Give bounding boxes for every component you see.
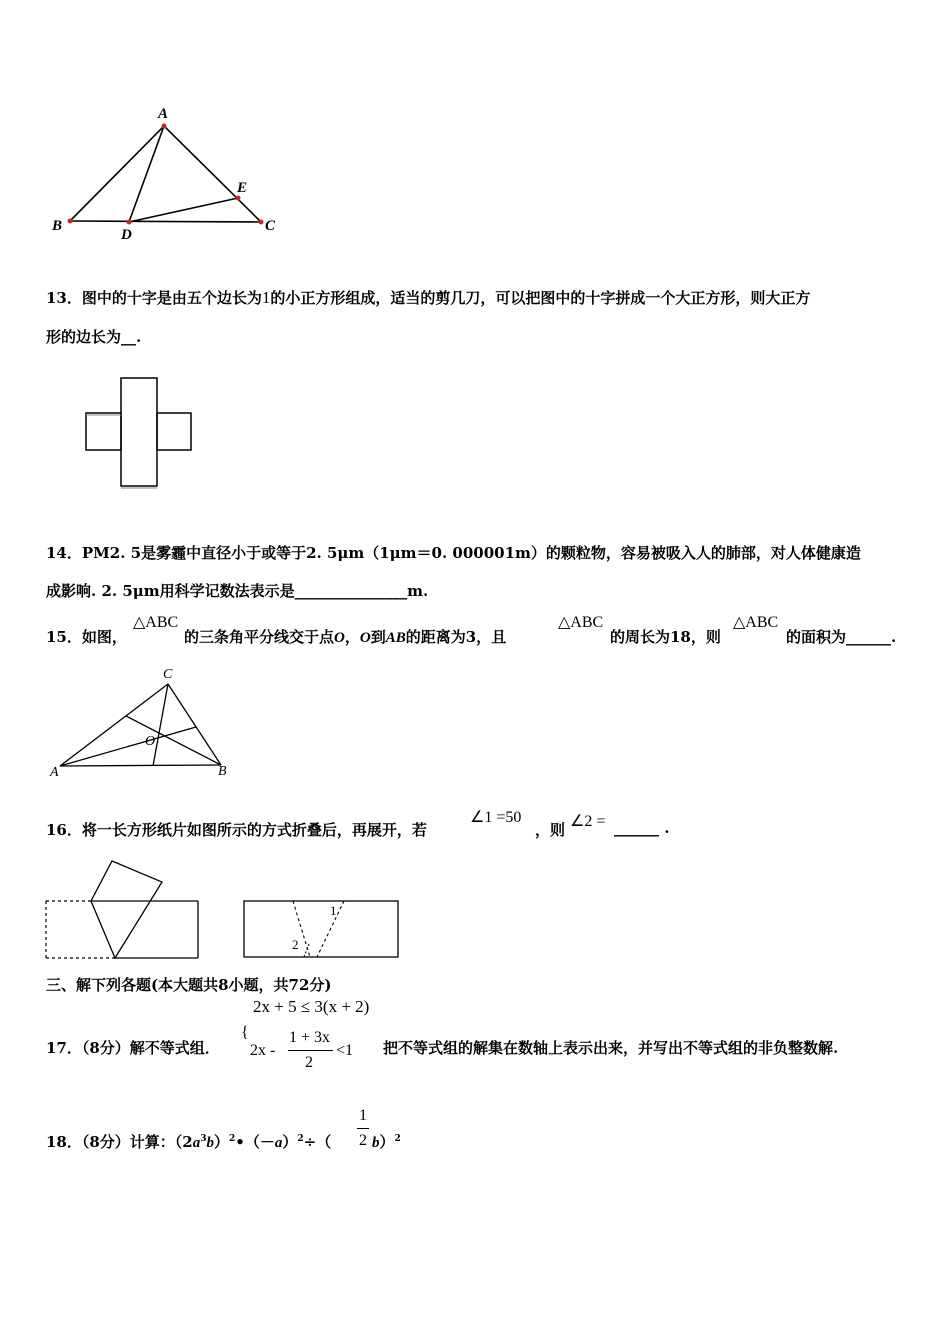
q17-inequality-2b: <1 xyxy=(336,1042,354,1059)
q15-triangle-1: △ABC xyxy=(133,614,179,631)
q18-expression xyxy=(46,1131,331,1152)
q17-fraction-bar xyxy=(288,1050,333,1051)
q18-var-a: a xyxy=(192,1135,201,1151)
fold-right-dash-3 xyxy=(304,944,309,957)
fold-right-rectangle xyxy=(244,901,398,957)
q16-text-2: ，则 xyxy=(535,821,566,839)
q18-exp-2b: 2 xyxy=(297,1134,304,1144)
label-a-2: A xyxy=(50,765,59,780)
label-b-2: B xyxy=(218,764,227,779)
label-c-2: C xyxy=(163,667,173,682)
q14-line1: 14．PM2. 5是雾霾中直径小于或等于2. 5μm（1μm＝0. 000001m）的颗粒物，容易被吸入人的肺部，对人体健康造 xyxy=(46,544,861,562)
q18-fraction-denominator: 2 xyxy=(359,1132,367,1149)
q18-var-b: b xyxy=(206,1135,215,1151)
q18-var-a2: a xyxy=(274,1135,283,1151)
q13-line2: 形的边长为__. xyxy=(46,328,142,346)
label-a: A xyxy=(158,106,169,122)
q18-seg-4: ） xyxy=(282,1133,298,1151)
label-c: C xyxy=(265,218,276,234)
q18-exp-2c: 2 xyxy=(394,1134,401,1144)
q18-expression-tail xyxy=(372,1131,401,1152)
q15-point-o: O xyxy=(334,630,345,646)
label-o: O xyxy=(145,734,156,749)
q18-exp-2a: 2 xyxy=(229,1134,236,1144)
q18-seg-5: ÷（ xyxy=(303,1133,332,1151)
q13-text-b: 的小正方形组成，适当的剪几刀，可以把图中的十字拼成一个大正方形，则大正方 xyxy=(270,289,811,307)
q17-inequality-2a: 2x - xyxy=(250,1042,276,1059)
q15-text-1: 15．如图， xyxy=(46,628,127,646)
q17-text-2: 把不等式组的解集在数轴上表示出来，并写出不等式组的非负整数解. xyxy=(383,1039,839,1057)
q13-text-a: 13．图中的十字是由五个边长为 xyxy=(46,289,262,307)
fold-label-2: 2 xyxy=(292,937,299,952)
q18-fraction-numerator: 1 xyxy=(359,1107,367,1124)
q16-angle-1: ∠1 =50 xyxy=(470,809,522,826)
q15-seg-a: 的三条角平分线交于点 xyxy=(184,628,335,646)
q18-var-b2: b xyxy=(372,1135,380,1151)
q16-text-1: 16．将一长方形纸片如图所示的方式折叠后，再展开，若 xyxy=(46,821,427,839)
q15-seg-d: 的距离为3，且 xyxy=(405,628,507,646)
q16-angle-2: ∠2 = xyxy=(570,813,606,830)
q17-fraction-numerator: 1 + 3x xyxy=(289,1029,331,1046)
label-d: D xyxy=(121,227,132,243)
q15-seg-b: ， xyxy=(344,628,360,646)
q16-text-3: ______ . xyxy=(614,819,670,837)
q15-seg-c: 到 xyxy=(370,628,386,646)
section-3-heading: 三、解下列各题(本大题共8小题，共72分) xyxy=(46,976,332,994)
label-b: B xyxy=(52,218,63,234)
q18-seg-3: •（－ xyxy=(235,1133,275,1151)
q15-point-o2: O xyxy=(359,630,371,646)
q14-line2: 成影响. 2. 5μm用科学记数法表示是_______________m. xyxy=(46,582,429,600)
q15-text-4: 的面积为______. xyxy=(786,628,897,646)
q18-seg-1: 18．（8分）计算：（2 xyxy=(46,1133,193,1151)
q18-exp-3: 3 xyxy=(200,1134,207,1144)
q18-fraction-bar xyxy=(357,1128,369,1129)
q15-triangle-2: △ABC xyxy=(558,614,604,631)
q13-number: 1 xyxy=(261,288,271,307)
q15-text-3: 的周长为18，则 xyxy=(610,628,721,646)
q17-text-1: 17．（8分）解不等式组． xyxy=(46,1039,220,1057)
q18-seg-2: ） xyxy=(214,1133,230,1151)
fold-label-1: 1 xyxy=(330,903,337,918)
q17-inequality-1: 2x + 5 ≤ 3(x + 2) xyxy=(253,997,370,1016)
q15-ab: AB xyxy=(385,630,406,646)
q17-fraction-denominator: 2 xyxy=(305,1054,313,1071)
q18-seg-6: ） xyxy=(379,1133,395,1151)
label-e: E xyxy=(237,180,248,196)
q17-brace: { xyxy=(241,1024,249,1041)
q15-triangle-3: △ABC xyxy=(733,614,779,631)
